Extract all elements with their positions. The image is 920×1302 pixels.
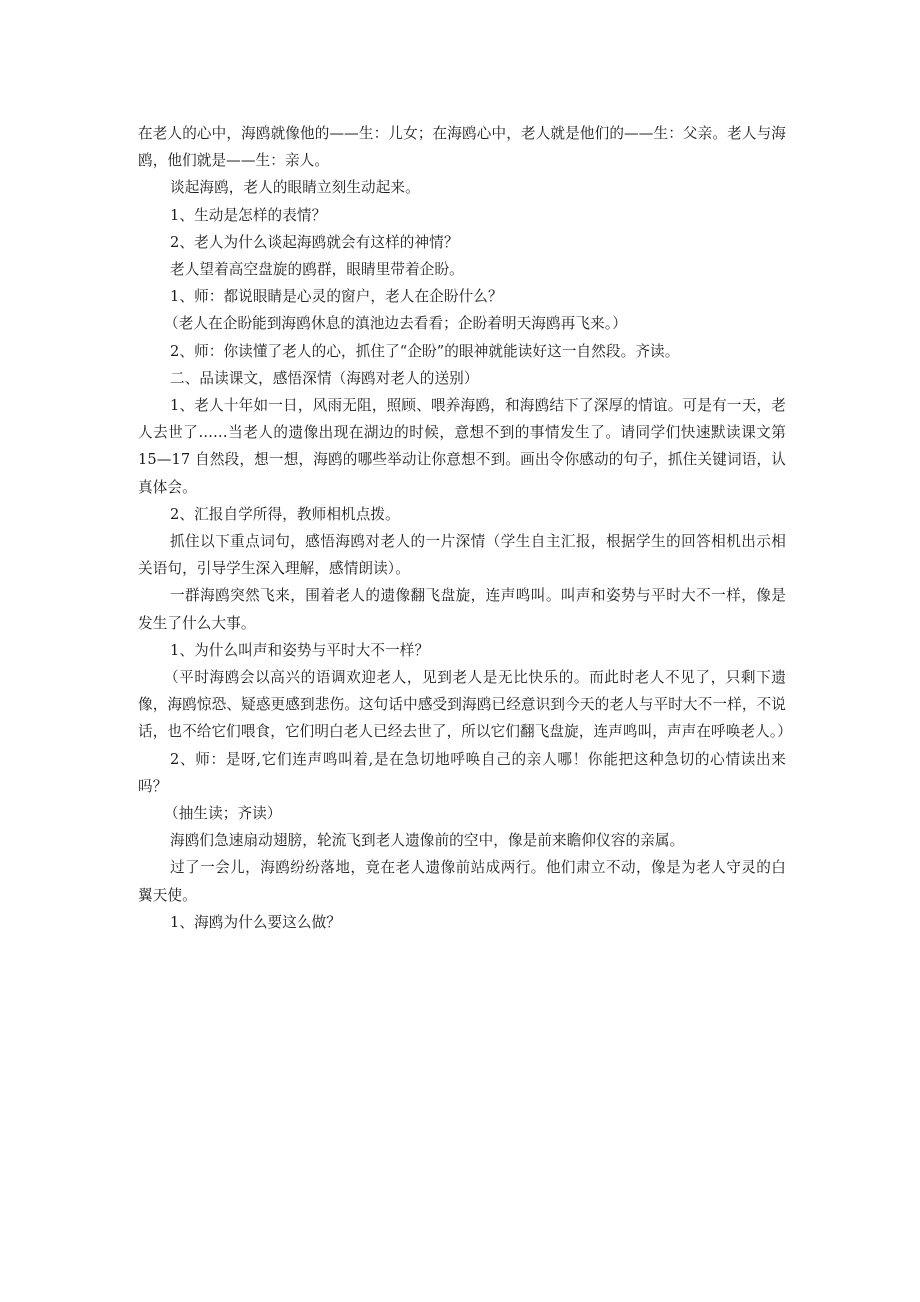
question-what-hoping: 1、师：都说眼睛是心灵的窗户，老人在企盼什么？ [170,288,503,306]
quote-two-rows: 过了一会儿，海鸥纷纷落地，竟在老人遗像前站成两行。他们肃立不动，像是为老人守灵的白翼天使。 [138,859,786,904]
task-silent-reading: 1、老人十年如一日，风雨无阻，照顾、喂养海鸥，和海鸥结下了深厚的情谊。可是有一天，老人去世了……当老人的遗像出现在湖边的时候，意想不到的事情发生了。请同学们快速默读课文第 15—17 自然段，想一想，海鸥的哪些举动让你意想不到。画出令你感动的句子，抓住关键词语，认真体会。 [138,397,786,496]
teacher-urgent-calling: 2、师：是呀,它们连声鸣叫着,是在急切地呼唤自己的亲人哪！你能把这种急切的心情读出来吗？ [138,750,786,795]
quote-wings-flapping: 海鸥们急速扇动翅膀，轮流飞到老人遗像前的空中，像是前来瞻仰仪容的亲属。 [170,832,685,850]
task-report: 2、汇报自学所得，教师相机点拨。 [170,505,400,523]
quote-gulls-fly: 一群海鸥突然飞来，围着老人的遗像翻飞盘旋，连声鸣叫。叫声和姿势与平时大不一样，像是发生了什么大事。 [138,587,786,632]
question-why-do-this: 1、海鸥为什么要这么做？ [170,913,342,931]
answer-different-sound: （平时海鸥会以高兴的语调欢迎老人，见到老人是无比快乐的。而此时老人不见了，只剩下遗像，海鸥惊恐、疑惑更感到悲伤。这句话中感受到海鸥已经意识到今天的老人与平时大不一样，不说话，也不给它们喂食，它们明白老人已经去世了，所以它们翻飞盘旋，连声鸣叫，声声在呼唤老人。） [138,669,792,741]
question-lively-expression: 1、生动是怎样的表情？ [170,206,327,224]
document-body [138,120,792,936]
question-why-expression: 2、老人为什么谈起海鸥就会有这样的神情？ [170,233,459,251]
paragraph-old-man-gazes: 老人望着高空盘旋的鸥群，眼睛里带着企盼。 [170,261,464,279]
paragraph-relationship: 在老人的心中，海鸥就像他的——生：儿女；在海鸥心中，老人就是他们的——生：父亲。老人与海鸥，他们就是——生：亲人。 [138,125,786,170]
section-heading-two: 二、品读课文，感悟深情（海鸥对老人的送别） [170,369,479,387]
paragraph-key-phrases: 抓住以下重点词句，感悟海鸥对老人的一片深情（学生自主汇报，根据学生的回答相机出示相关语句，引导学生深入理解，感情朗读）。 [138,533,786,578]
paragraph-eyes-lively: 谈起海鸥，老人的眼睛立刻生动起来。 [170,179,420,197]
answer-hoping: （老人在企盼能到海鸥休息的滇池边去看看；企盼着明天海鸥再飞来。） [164,315,627,333]
note-reading: （抽生读；齐读） [164,805,282,823]
question-different-sound: 1、为什么叫声和姿势与平时大不一样？ [170,641,430,659]
teacher-read-together: 2、师：你读懂了老人的心，抓住了“企盼”的眼神就能读好这一自然段。齐读。 [170,342,680,360]
